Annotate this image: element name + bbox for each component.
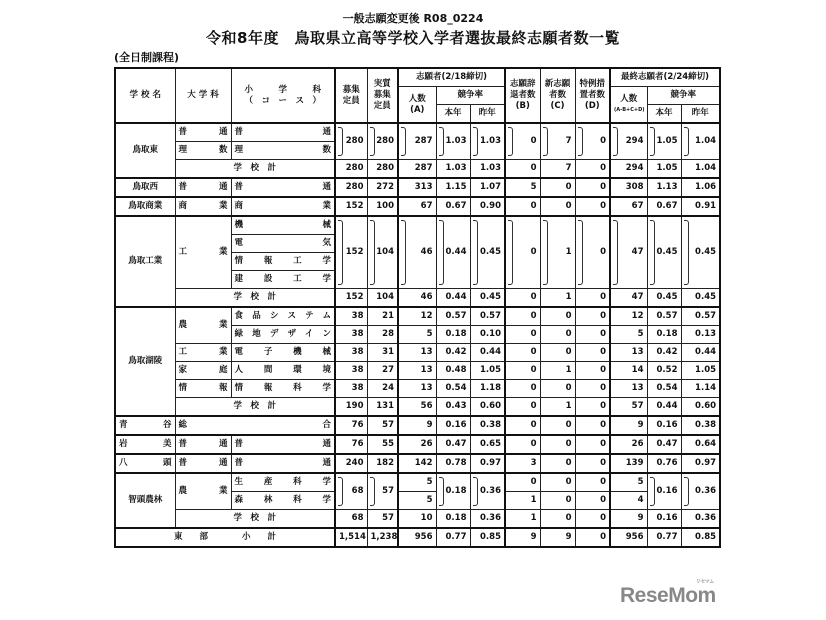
new: 0 (540, 416, 575, 435)
special: 0 (575, 398, 610, 417)
special: 0 (575, 362, 610, 380)
table-row (115, 344, 720, 362)
count-a: 12 (398, 307, 436, 326)
last-ratio: 1.18 (470, 380, 505, 398)
count-a: 287 (398, 123, 436, 160)
new: 0 (540, 435, 575, 454)
last-ratio: 0.10 (470, 326, 505, 344)
col-final-ratio: 競争率 (647, 87, 720, 105)
new: 0 (540, 380, 575, 398)
dept: 家 庭 (175, 362, 231, 380)
col-count-a: 人数 (A) (398, 87, 436, 124)
real-capacity: 131 (367, 398, 398, 417)
withdrawn: 1 (505, 510, 540, 529)
page-title: 令和8年度 鳥取県立高等学校入学者選抜最終志願者数一覧 (206, 29, 620, 47)
col-ratio: 競争率 (436, 87, 505, 105)
final-count: 294 (610, 160, 647, 179)
subtotal-label: 東 部 小 計 (115, 528, 335, 547)
real-capacity: 21 (367, 307, 398, 326)
subdept: 電 気 (231, 235, 335, 253)
withdrawn: 0 (505, 398, 540, 417)
school-total-row (115, 160, 720, 179)
school-name: 鳥取湖陵 (115, 307, 175, 416)
final-ratio: 0.18 (647, 326, 681, 344)
count-a: 142 (398, 454, 436, 473)
final-last-ratio: 0.91 (681, 197, 720, 216)
count-a: 5 (398, 326, 436, 344)
real-capacity: 57 (367, 473, 398, 510)
last-ratio: 0.90 (470, 197, 505, 216)
new: 0 (540, 197, 575, 216)
capacity: 38 (335, 380, 367, 398)
last-ratio: 0.60 (470, 398, 505, 417)
special: 0 (575, 492, 610, 510)
final-ratio: 0.16 (647, 473, 681, 510)
capacity: 152 (335, 216, 367, 289)
col-school: 学 校 名 (115, 68, 175, 123)
withdrawn: 0 (505, 123, 540, 160)
table-row (115, 435, 720, 454)
final-count: 13 (610, 344, 647, 362)
col-withdrawn: 志願辞退者数 (B) (505, 68, 540, 123)
ratio: 0.77 (436, 528, 470, 547)
real-capacity: 28 (367, 326, 398, 344)
table-row (115, 380, 720, 398)
ratio: 0.44 (436, 289, 470, 308)
final-ratio: 0.52 (647, 362, 681, 380)
final-ratio: 0.47 (647, 435, 681, 454)
subdept: 情 報 工 学 (231, 253, 335, 271)
subdept: 建 設 工 学 (231, 271, 335, 289)
new: 0 (540, 307, 575, 326)
school-name: 鳥取商業 (115, 197, 175, 216)
school-name: 鳥取工業 (115, 216, 175, 307)
subdept: 普 通 (231, 454, 335, 473)
subdept: 人 間 環 境 (231, 362, 335, 380)
dept: 商 業 (175, 197, 231, 216)
capacity: 190 (335, 398, 367, 417)
final-last-ratio: 0.36 (681, 473, 720, 510)
dept: 工 業 (175, 216, 231, 289)
col-final-group: 最終志願者(2/24締切) (610, 68, 720, 87)
final-ratio: 0.57 (647, 307, 681, 326)
final-last-ratio: 1.14 (681, 380, 720, 398)
new: 9 (540, 528, 575, 547)
special: 0 (575, 344, 610, 362)
new: 0 (540, 344, 575, 362)
final-count: 9 (610, 510, 647, 529)
col-capacity: 募集定員 (335, 68, 367, 123)
capacity: 68 (335, 473, 367, 510)
total-label: 学 校 計 (175, 510, 335, 529)
withdrawn: 0 (505, 473, 540, 492)
withdrawn: 0 (505, 307, 540, 326)
final-count: 13 (610, 380, 647, 398)
withdrawn: 0 (505, 216, 540, 289)
table-row (115, 307, 720, 326)
school-total-row (115, 510, 720, 529)
last-ratio: 1.07 (470, 178, 505, 197)
final-ratio: 1.05 (647, 123, 681, 160)
withdrawn: 1 (505, 492, 540, 510)
ratio: 1.03 (436, 123, 470, 160)
subdept: 生 産 科 学 (231, 473, 335, 492)
final-count: 67 (610, 197, 647, 216)
subdept: 商 業 (231, 197, 335, 216)
special: 0 (575, 454, 610, 473)
dept: 普 通 (175, 123, 231, 142)
final-ratio: 0.42 (647, 344, 681, 362)
special: 0 (575, 326, 610, 344)
real-capacity: 280 (367, 160, 398, 179)
new: 0 (540, 178, 575, 197)
final-count: 308 (610, 178, 647, 197)
table-row (115, 178, 720, 197)
final-ratio: 1.05 (647, 160, 681, 179)
real-capacity: 57 (367, 416, 398, 435)
logo-text: ReseMom (620, 584, 716, 607)
capacity: 38 (335, 326, 367, 344)
table-row (115, 123, 720, 142)
subdept: 情 報 科 学 (231, 380, 335, 398)
withdrawn: 0 (505, 435, 540, 454)
capacity: 38 (335, 362, 367, 380)
table-row (115, 416, 720, 435)
special: 0 (575, 435, 610, 454)
final-ratio: 0.16 (647, 510, 681, 529)
document-subtitle: 一般志願変更後 R08_0224 (342, 12, 484, 25)
dept: 普 通 (175, 435, 231, 454)
final-last-ratio: 1.05 (681, 362, 720, 380)
new: 0 (540, 473, 575, 492)
dept: 工 業 (175, 344, 231, 362)
special: 0 (575, 510, 610, 529)
last-ratio: 0.45 (470, 216, 505, 289)
special: 0 (575, 380, 610, 398)
new: 0 (540, 454, 575, 473)
total-label: 学 校 計 (175, 289, 335, 308)
final-count: 57 (610, 398, 647, 417)
last-ratio: 1.03 (470, 123, 505, 160)
subdept: 食品システム (231, 307, 335, 326)
dept: 普 通 (175, 178, 231, 197)
special: 0 (575, 528, 610, 547)
ratio: 0.18 (436, 473, 470, 510)
final-last-ratio: 0.36 (681, 510, 720, 529)
special: 0 (575, 197, 610, 216)
withdrawn: 0 (505, 326, 540, 344)
dept: 普 通 (175, 454, 231, 473)
school-name: 鳥取西 (115, 178, 175, 197)
last-ratio: 0.97 (470, 454, 505, 473)
last-ratio: 0.36 (470, 473, 505, 510)
last-ratio: 0.85 (470, 528, 505, 547)
capacity: 280 (335, 160, 367, 179)
col-final-this-year: 本年 (647, 105, 681, 124)
final-ratio: 0.16 (647, 416, 681, 435)
final-last-ratio: 0.60 (681, 398, 720, 417)
ratio: 0.48 (436, 362, 470, 380)
real-capacity: 24 (367, 380, 398, 398)
final-ratio: 0.76 (647, 454, 681, 473)
last-ratio: 0.57 (470, 307, 505, 326)
count-a: 46 (398, 216, 436, 289)
last-ratio: 0.36 (470, 510, 505, 529)
ratio: 0.18 (436, 510, 470, 529)
final-last-ratio: 0.44 (681, 344, 720, 362)
final-last-ratio: 0.13 (681, 326, 720, 344)
new: 7 (540, 123, 575, 160)
subdept: 緑地デザイン (231, 326, 335, 344)
subdept: 普 通 (231, 435, 335, 454)
real-capacity: 1,238 (367, 528, 398, 547)
col-last-year: 昨年 (470, 105, 505, 124)
withdrawn: 0 (505, 380, 540, 398)
last-ratio: 0.44 (470, 344, 505, 362)
withdrawn: 0 (505, 362, 540, 380)
final-ratio: 1.13 (647, 178, 681, 197)
count-a: 13 (398, 380, 436, 398)
ratio: 0.78 (436, 454, 470, 473)
new: 1 (540, 362, 575, 380)
dept: 農 業 (175, 307, 231, 344)
final-ratio: 0.77 (647, 528, 681, 547)
col-special: 特例措置者数 (D) (575, 68, 610, 123)
last-ratio: 1.03 (470, 160, 505, 179)
real-capacity: 104 (367, 289, 398, 308)
table-row (115, 216, 720, 235)
course-label: (全日制課程) (114, 51, 180, 64)
subdept: 電 子 機 械 (231, 344, 335, 362)
col-applicants-group: 志願者(2/18締切) (398, 68, 505, 87)
final-count: 14 (610, 362, 647, 380)
last-ratio: 1.05 (470, 362, 505, 380)
withdrawn: 0 (505, 289, 540, 308)
col-real-capacity: 実質募集定員 (367, 68, 398, 123)
count-a: 287 (398, 160, 436, 179)
count-a: 313 (398, 178, 436, 197)
final-last-ratio: 0.85 (681, 528, 720, 547)
final-count: 12 (610, 307, 647, 326)
count-a: 13 (398, 362, 436, 380)
capacity: 280 (335, 178, 367, 197)
real-capacity: 100 (367, 197, 398, 216)
table-row (115, 454, 720, 473)
real-capacity: 182 (367, 454, 398, 473)
ratio: 0.18 (436, 326, 470, 344)
school-name: 岩 美 (115, 435, 175, 454)
capacity: 38 (335, 344, 367, 362)
new: 1 (540, 216, 575, 289)
dept: 情 報 (175, 380, 231, 398)
real-capacity: 55 (367, 435, 398, 454)
capacity: 38 (335, 307, 367, 326)
final-count: 47 (610, 289, 647, 308)
ratio: 0.47 (436, 435, 470, 454)
special: 0 (575, 289, 610, 308)
final-ratio: 0.45 (647, 289, 681, 308)
real-capacity: 57 (367, 510, 398, 529)
ratio: 0.67 (436, 197, 470, 216)
capacity: 152 (335, 289, 367, 308)
new: 1 (540, 398, 575, 417)
final-ratio: 0.67 (647, 197, 681, 216)
col-subdept (231, 68, 335, 123)
special: 0 (575, 216, 610, 289)
special: 0 (575, 123, 610, 160)
school-name: 鳥取東 (115, 123, 175, 178)
ratio: 0.43 (436, 398, 470, 417)
capacity: 76 (335, 416, 367, 435)
col-final-last-year: 昨年 (681, 105, 720, 124)
final-count: 26 (610, 435, 647, 454)
last-ratio: 0.45 (470, 289, 505, 308)
ratio: 0.44 (436, 216, 470, 289)
final-last-ratio: 0.57 (681, 307, 720, 326)
real-capacity: 31 (367, 344, 398, 362)
special: 0 (575, 473, 610, 492)
final-count: 5 (610, 326, 647, 344)
col-subdept-line2: （ コ ー ス ） (244, 95, 321, 106)
count-a: 67 (398, 197, 436, 216)
final-count: 139 (610, 454, 647, 473)
school-name: 智頭農林 (115, 473, 175, 528)
withdrawn: 9 (505, 528, 540, 547)
ratio: 1.03 (436, 160, 470, 179)
withdrawn: 0 (505, 344, 540, 362)
count-a: 5 (398, 473, 436, 492)
col-this-year: 本年 (436, 105, 470, 124)
subdept: 森 林 科 学 (231, 492, 335, 510)
withdrawn: 0 (505, 416, 540, 435)
count-a: 9 (398, 416, 436, 435)
special: 0 (575, 160, 610, 179)
header-row-1 (115, 68, 720, 87)
last-ratio: 0.65 (470, 435, 505, 454)
final-last-ratio: 0.45 (681, 289, 720, 308)
dept: 理 数 (175, 142, 231, 160)
table-row (115, 473, 720, 492)
ratio: 0.54 (436, 380, 470, 398)
subtotal-row (115, 528, 720, 547)
last-ratio: 0.38 (470, 416, 505, 435)
real-capacity: 104 (367, 216, 398, 289)
new: 0 (540, 492, 575, 510)
final-last-ratio: 0.64 (681, 435, 720, 454)
count-a: 956 (398, 528, 436, 547)
count-a: 26 (398, 435, 436, 454)
subdept: 理 数 (231, 142, 335, 160)
final-last-ratio: 0.97 (681, 454, 720, 473)
withdrawn: 5 (505, 178, 540, 197)
logo-ruby: リセマム (695, 579, 714, 585)
final-count: 294 (610, 123, 647, 160)
final-ratio: 0.45 (647, 216, 681, 289)
school-total-row (115, 398, 720, 417)
new: 1 (540, 289, 575, 308)
school-name: 青 谷 (115, 416, 175, 435)
subdept: 普 通 (231, 178, 335, 197)
subdept: 普 通 (231, 123, 335, 142)
real-capacity: 272 (367, 178, 398, 197)
final-count: 956 (610, 528, 647, 547)
final-last-ratio: 1.06 (681, 178, 720, 197)
capacity: 152 (335, 197, 367, 216)
withdrawn: 0 (505, 160, 540, 179)
subdept: 機 械 (231, 216, 335, 235)
capacity: 280 (335, 123, 367, 160)
capacity: 68 (335, 510, 367, 529)
total-label: 学 校 計 (175, 160, 335, 179)
applicants-table (114, 67, 721, 548)
col-dept: 大 学 科 (175, 68, 231, 123)
withdrawn: 3 (505, 454, 540, 473)
count-a: 13 (398, 344, 436, 362)
dept: 総 合 (175, 416, 335, 435)
special: 0 (575, 178, 610, 197)
real-capacity: 27 (367, 362, 398, 380)
final-count: 4 (610, 492, 647, 510)
col-subdept-line1: 小 学 科 (244, 84, 321, 95)
final-count: 5 (610, 473, 647, 492)
table-row (115, 197, 720, 216)
table-row (115, 362, 720, 380)
count-a: 5 (398, 492, 436, 510)
withdrawn: 0 (505, 197, 540, 216)
col-new: 新志願者数 (C) (540, 68, 575, 123)
final-last-ratio: 0.45 (681, 216, 720, 289)
final-count: 47 (610, 216, 647, 289)
capacity: 1,514 (335, 528, 367, 547)
special: 0 (575, 307, 610, 326)
final-last-ratio: 1.04 (681, 160, 720, 179)
capacity: 76 (335, 435, 367, 454)
final-last-ratio: 1.04 (681, 123, 720, 160)
count-a: 46 (398, 289, 436, 308)
real-capacity: 280 (367, 123, 398, 160)
final-count: 9 (610, 416, 647, 435)
col-final-count: 人数 (A-B+C+D) (610, 87, 647, 124)
count-a: 10 (398, 510, 436, 529)
school-total-row (115, 289, 720, 308)
count-a: 56 (398, 398, 436, 417)
ratio: 1.15 (436, 178, 470, 197)
final-ratio: 0.54 (647, 380, 681, 398)
ratio: 0.57 (436, 307, 470, 326)
ratio: 0.16 (436, 416, 470, 435)
school-name: 八 頭 (115, 454, 175, 473)
new: 0 (540, 510, 575, 529)
total-label: 学 校 計 (175, 398, 335, 417)
final-last-ratio: 0.38 (681, 416, 720, 435)
dept: 農 業 (175, 473, 231, 510)
capacity: 240 (335, 454, 367, 473)
new: 7 (540, 160, 575, 179)
final-ratio: 0.44 (647, 398, 681, 417)
resemom-logo (620, 579, 716, 608)
ratio: 0.42 (436, 344, 470, 362)
new: 0 (540, 326, 575, 344)
special: 0 (575, 416, 610, 435)
